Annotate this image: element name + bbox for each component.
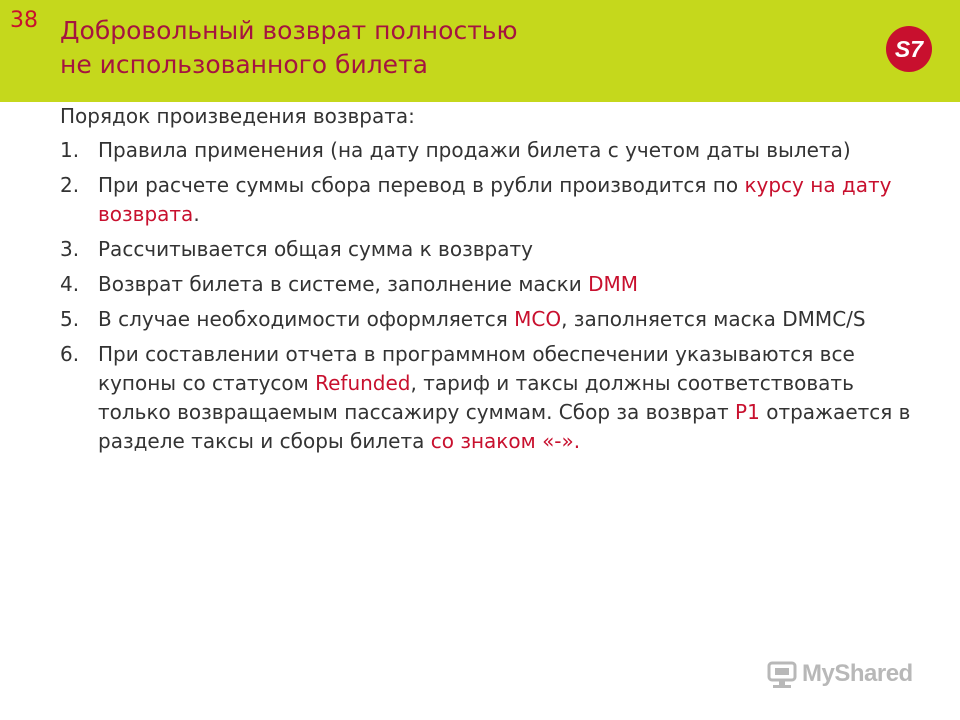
highlighted-text: DMM xyxy=(588,272,639,296)
slide-header xyxy=(0,0,960,102)
step-number: 6. xyxy=(60,342,80,366)
step-text xyxy=(98,235,920,264)
step-number: 3. xyxy=(60,237,80,261)
step-text xyxy=(98,171,920,229)
highlighted-text: Refunded xyxy=(315,371,411,395)
step-item xyxy=(60,305,920,334)
highlighted-text: P1 xyxy=(735,400,760,424)
step-text-part: При составлении отчета в программном обеспечении указываются все купоны со статусом xyxy=(98,342,855,395)
step-number: 2. xyxy=(60,173,80,197)
step-text xyxy=(98,340,920,456)
step-text-part: При расчете суммы сбора перевод в рубли производится по xyxy=(98,173,745,197)
step-text xyxy=(98,305,920,334)
step-text-part: Правила применения (на дату продажи билета с учетом даты вылета) xyxy=(98,138,851,162)
slide-title-line-2: не использованного билета xyxy=(60,50,428,79)
step-number: 4. xyxy=(60,272,80,296)
step-text-part: , тариф и таксы должны соответствовать только возвращаемым пассажиру суммам. Сбор за возврат xyxy=(98,371,854,424)
highlighted-text: со знаком «-». xyxy=(430,429,581,453)
step-text xyxy=(98,270,920,299)
slide-title xyxy=(60,14,840,82)
step-number: 5. xyxy=(60,307,80,331)
step-item xyxy=(60,171,920,229)
intro-text: Порядок произведения возврата: xyxy=(60,104,415,128)
s7-logo-text: S7 xyxy=(894,36,924,62)
step-item xyxy=(60,136,920,165)
step-item xyxy=(60,235,920,264)
slide-number: 38 xyxy=(10,8,38,33)
step-item xyxy=(60,270,920,299)
step-text-part: В случае необходимости оформляется xyxy=(98,307,515,331)
step-text-part: . xyxy=(193,202,200,226)
steps-list xyxy=(60,136,920,462)
step-text xyxy=(98,136,920,165)
step-text-part: Возврат билета в системе, заполнение маски xyxy=(98,272,589,296)
step-number: 1. xyxy=(60,138,80,162)
step-item xyxy=(60,340,920,456)
highlighted-text: MCO xyxy=(514,307,562,331)
step-text-part: отражается в разделе таксы и сборы билета xyxy=(98,400,911,453)
watermark xyxy=(766,656,936,692)
step-text-part: Рассчитывается общая сумма к возврату xyxy=(98,237,533,261)
watermark-text: MyShared xyxy=(802,660,913,687)
s7-logo xyxy=(886,26,932,72)
step-text-part: , заполняется маска DMMC/S xyxy=(561,307,866,331)
slide-title-line-1: Добровольный возврат полностью xyxy=(60,16,518,45)
myshared-logo-icon xyxy=(766,658,798,690)
highlighted-text: курсу на дату возврата xyxy=(98,173,892,226)
